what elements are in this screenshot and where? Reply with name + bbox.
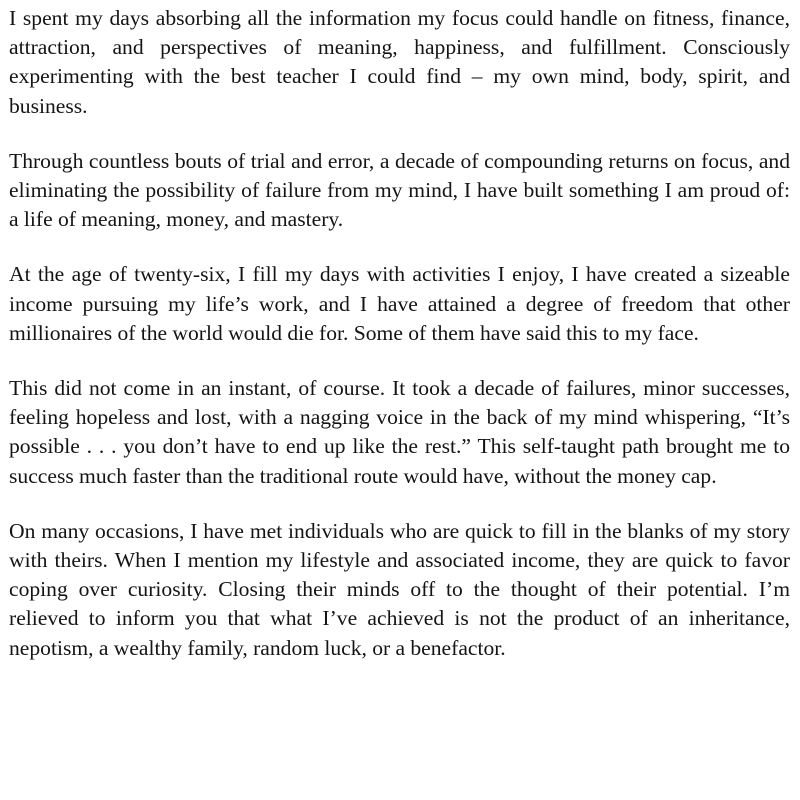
paragraph-4: This did not come in an instant, of course. It took a decade of failures, minor successes, feeling hopeless and lost, with a nagging voice in the back of my mind whispering, “It’s possible . . . you don’t have to end up like the rest.” This self-taught path brought me to success much faster than the traditional route would have, without the money cap. bbox=[9, 376, 790, 488]
paragraph-2: Through countless bouts of trial and error, a decade of compounding returns on focus, and eliminating the possibility of failure from my mind, I have built something I am proud of: a life of meaning, money, and mastery. bbox=[9, 148, 790, 232]
document-body bbox=[9, 4, 790, 663]
paragraph-1: I spent my days absorbing all the information my focus could handle on fitness, finance, attraction, and perspectives of meaning, happiness, and fulfillment. Consciously experimenting with the best teacher I could find – my own mind, body, spirit, and business. bbox=[9, 6, 790, 118]
paragraph-3: At the age of twenty-six, I fill my days with activities I enjoy, I have created a sizeable income pursuing my life’s work, and I have attained a degree of freedom that other millionaires of the world would die for. Some of them have said this to my face. bbox=[9, 262, 790, 345]
paragraph-5: On many occasions, I have met individuals who are quick to fill in the blanks of my story with theirs. When I mention my lifestyle and associated income, they are quick to favor coping over curiosity. Closing their minds off to the thought of their potential. I’m relieved to inform you that what I’ve achieved is not the product of an inheritance, nepotism, a wealthy family, random luck, or a benefactor. bbox=[9, 518, 790, 660]
